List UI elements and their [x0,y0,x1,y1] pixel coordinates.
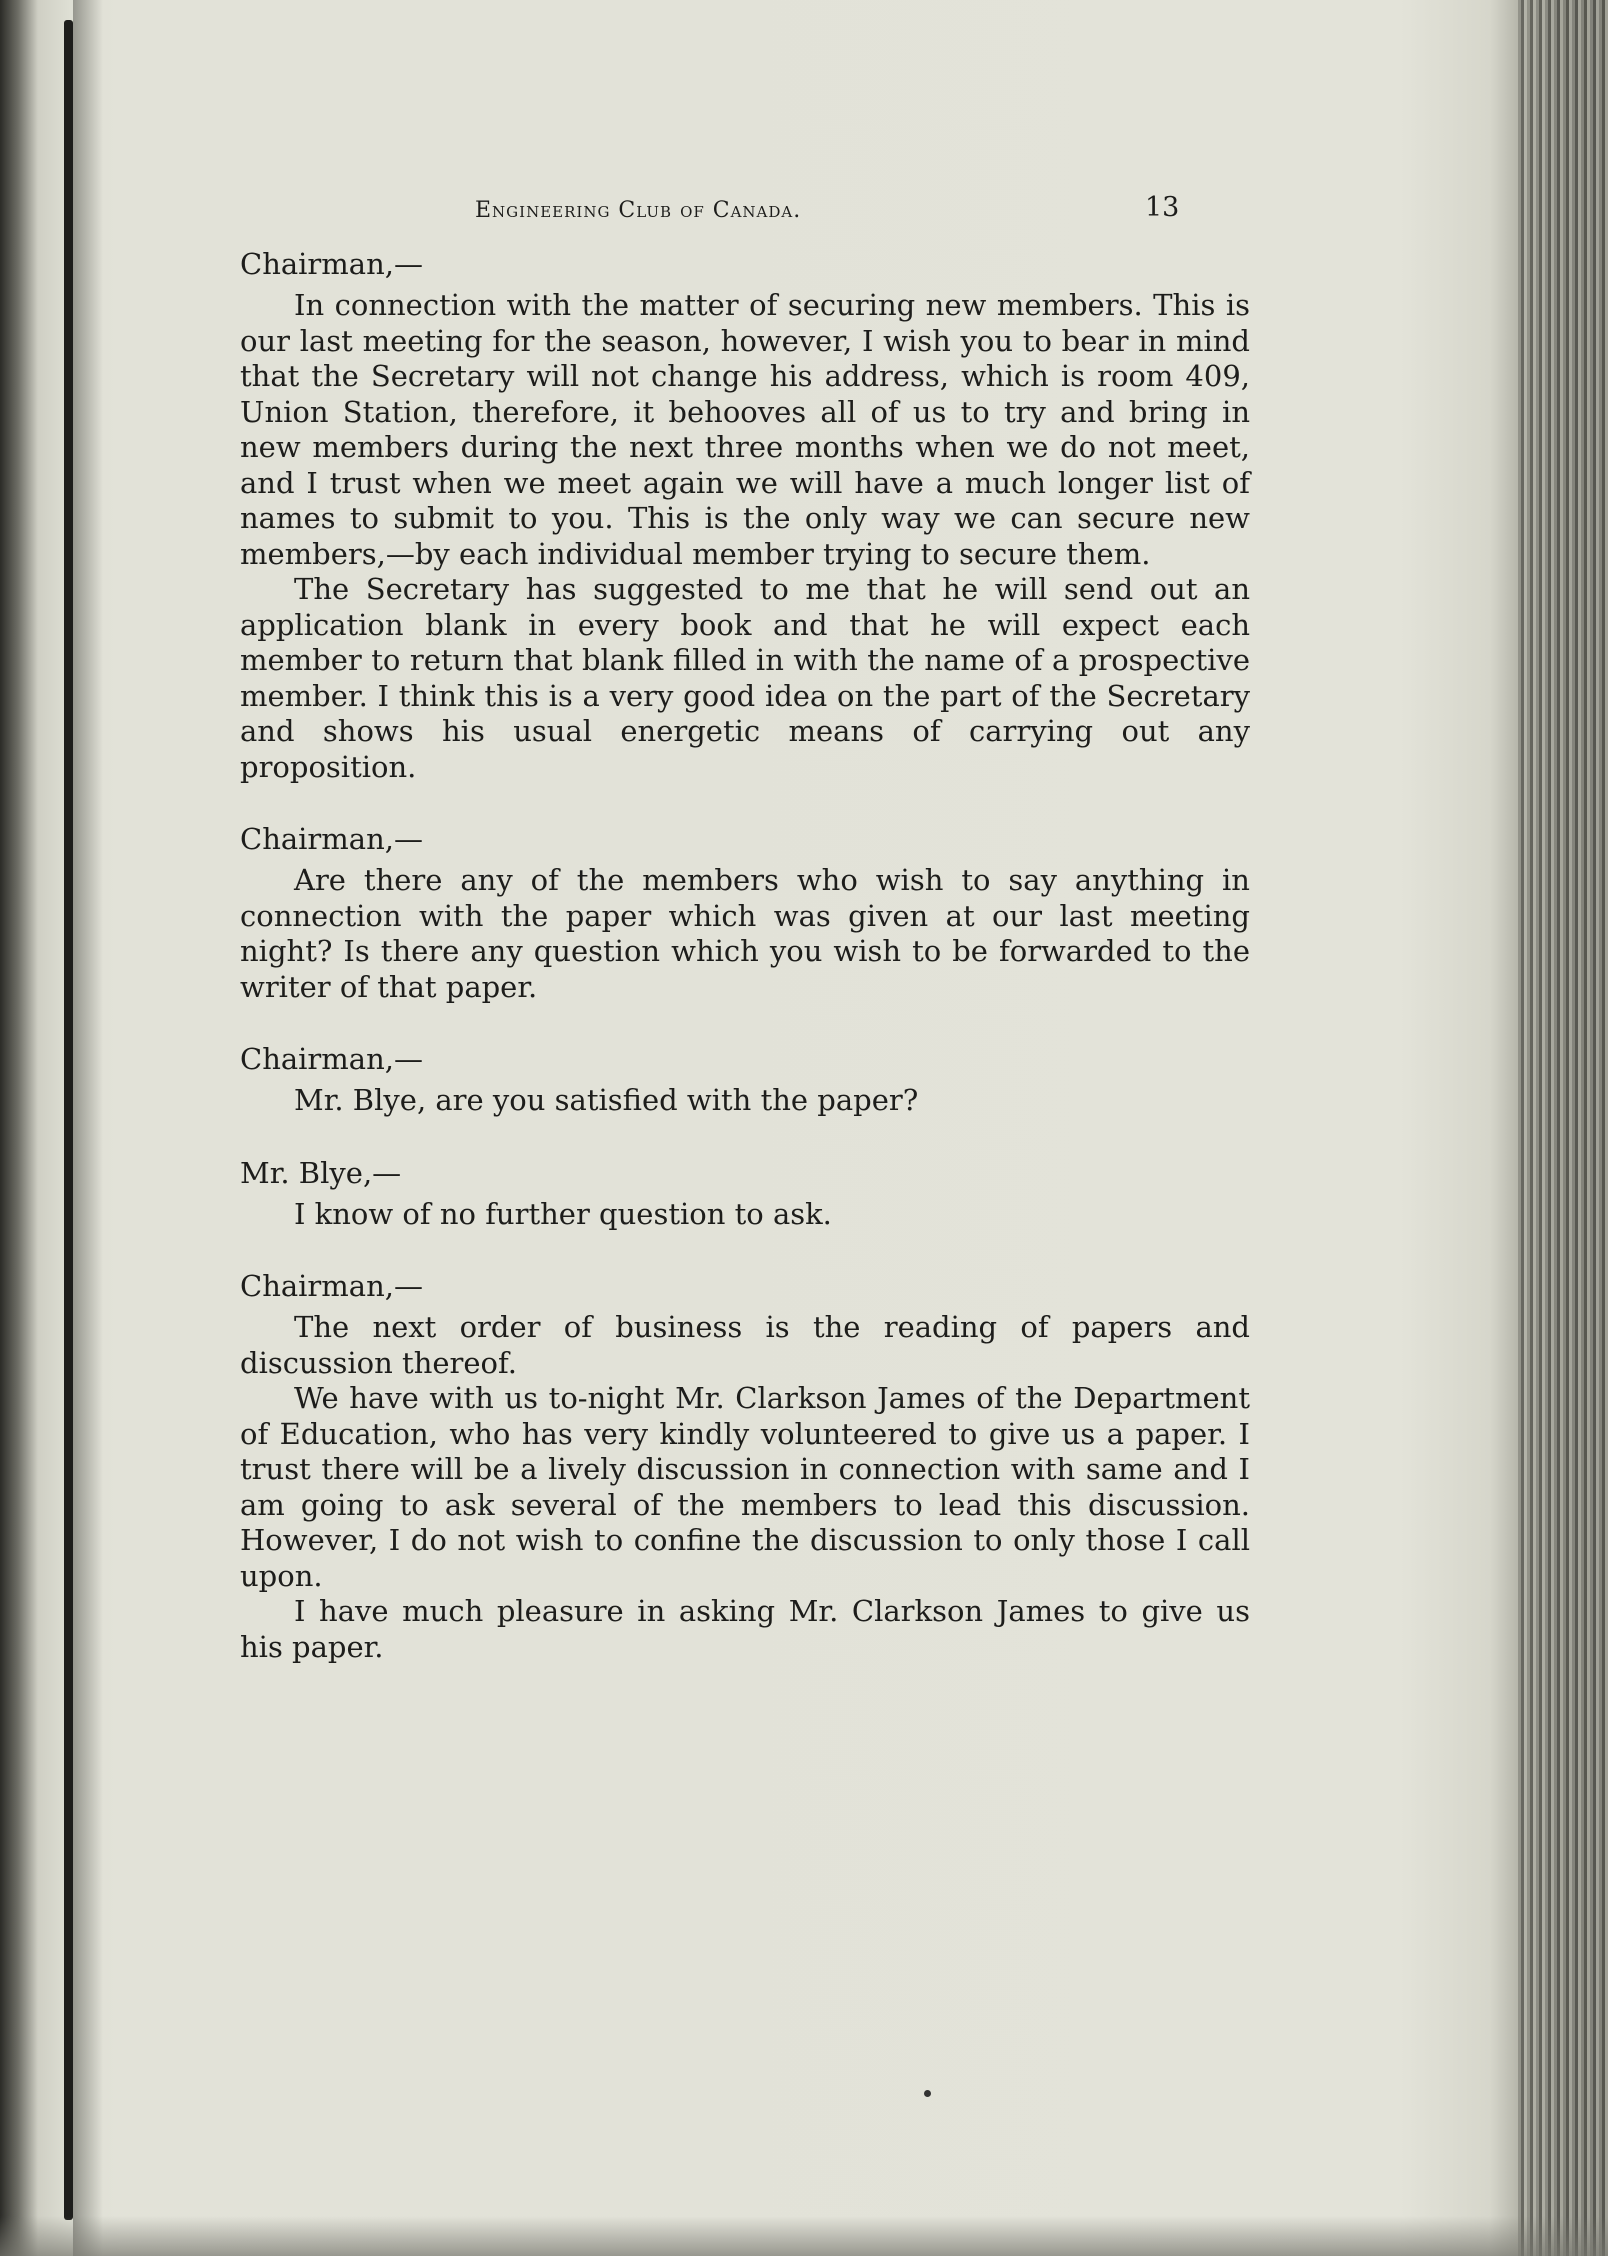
speech-block [240,1041,1250,1119]
bottom-shadow [0,2216,1608,2256]
speech-block [240,1268,1250,1665]
speaker-label: Chairman,— [240,822,423,856]
page-body [240,180,1250,1665]
paragraph: The Secretary has suggested to me that he will send out an application blank in every book and that he will expect each member to return that blank filled in with the name of a prospective member. I think this is a very good idea on the part of the Secretary and shows his usual energetic means of carrying out any proposition. [240,572,1250,784]
gutter-shadow [73,0,103,2256]
binding-edge [64,20,73,2220]
page-number: 13 [1145,192,1180,223]
speaker-label: Mr. Blye,— [240,1155,402,1190]
running-head [240,180,1250,240]
speech-block [240,1155,1250,1233]
speech-block [240,246,1250,785]
paragraph: I have much pleasure in asking Mr. Clarkson James to give us his paper. [240,1594,1250,1664]
paragraph: The next order of business is the reading of papers and discussion thereof. [240,1310,1250,1380]
paragraph: Mr. Blye, are you satisfied with the paper? [294,1083,919,1117]
speech-block [240,821,1250,1005]
ink-speck [924,2090,931,2097]
paragraph: I know of no further question to ask. [294,1196,832,1231]
speaker-label: Chairman,— [240,1042,423,1076]
paragraph: We have with us to-night Mr. Clarkson James of the Department of Education, who has very kindly volunteered to give us a paper. I trust there will be a lively discussion in connection with same and I am going to ask several of the members to lead this discussion. However, I do not wish to confine the discussion to only those I call upon. [240,1381,1250,1593]
running-head-title: Engineering Club of Canada. [475,198,802,223]
page-edges [1518,0,1608,2256]
speaker-label: Chairman,— [240,247,423,281]
paragraph: Are there any of the members who wish to say anything in connection with the paper which was given at our last meeting night? Is there any question which you wish to be forwarded to the writer of that paper. [240,863,1250,1004]
speaker-label: Chairman,— [240,1269,423,1303]
paragraph: In connection with the matter of securing new members. This is our last meeting for the season, however, I wish you to bear in mind that the Secretary will not change his address, which is room 409, Union Station, therefore, it behooves all of us to try and bring in new members during the next three months when we do not meet, and I trust when we meet again we will have a much longer list of names to submit to you. This is the only way we can secure new members,—by each individual member trying to secure them. [240,288,1250,571]
